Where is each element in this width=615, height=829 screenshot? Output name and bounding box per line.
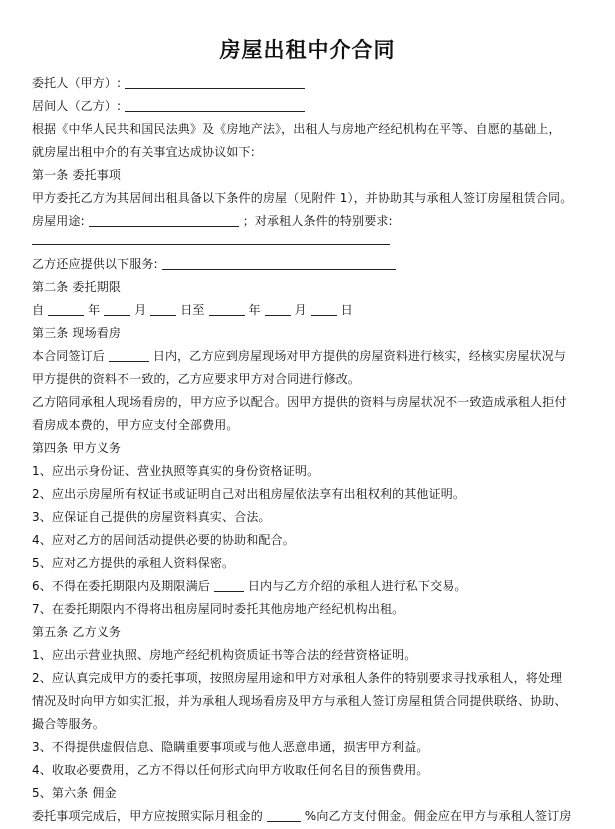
start-day-blank — [150, 303, 176, 316]
usage-blank — [89, 214, 239, 227]
article-1-line-1: 甲方委托乙方为其居间出租具备以下条件的房屋（见附件 1），并协助其与承租人签订房屋租赁合同。 — [32, 191, 573, 205]
services-blank — [162, 257, 396, 270]
days-after-signing-label: 本合同签订后 — [32, 349, 105, 363]
article-5-item-2-line-3: 撮合等服务。 — [32, 717, 105, 731]
usage-label: 房屋用途: — [32, 214, 85, 228]
item-6-text-start: 6、不得在委托期限内及期限满后 — [32, 579, 210, 593]
article-4-item-5: 5、应对乙方提供的承租人资料保密。 — [32, 556, 235, 570]
party-b-line — [32, 98, 592, 114]
commission-percent-blank — [267, 809, 301, 822]
article-5-item-4: 4、收取必要费用，乙方不得以任何形式向甲方收取任何名目的预售费用。 — [32, 763, 429, 777]
usage-line — [32, 213, 592, 229]
article-3-para-2-line-1: 乙方陪同承租人现场看房的，甲方应予以配合。因甲方提供的资料与房屋状况不一致造成承租人拒付 — [32, 395, 567, 409]
article-3-para-2-line-2: 看房成本费的，甲方应支付全部费用。 — [32, 418, 239, 432]
start-year-label: 年 — [88, 303, 101, 317]
article-6-heading: 5、第六条 佣金 — [32, 786, 117, 800]
article-4-item-6 — [32, 578, 592, 594]
article-3-para-1-line-1 — [32, 348, 592, 364]
article-5-item-3: 3、不得提供虚假信息、隐瞒重要事项或与他人恶意串通，损害甲方利益。 — [32, 740, 429, 754]
party-b-blank — [125, 99, 305, 112]
term-from-label: 自 — [32, 303, 45, 317]
party-a-label: 委托人（甲方）: — [32, 76, 122, 90]
party-b-label: 居间人（乙方）: — [32, 99, 122, 113]
site-inspection-text: 日内，乙方应到房屋现场对甲方提供的房屋资料进行核实，经核实房屋状况与 — [152, 349, 566, 363]
party-a-line — [32, 75, 592, 91]
commission-text-start: 委托事项完成后，甲方应按照实际月租金的 — [32, 809, 263, 823]
start-month-label: 月 — [134, 303, 147, 317]
start-month-blank — [104, 303, 130, 316]
document-title: 房屋出租中介合同 — [219, 38, 396, 62]
article-4-item-4: 4、应对乙方的居间活动提供必要的协助和配合。 — [32, 533, 295, 547]
article-4-item-2: 2、应出示房屋所有权证书或证明自己对出租房屋依法享有出租权利的其他证明。 — [32, 487, 466, 501]
services-line — [32, 256, 592, 272]
services-label: 乙方还应提供以下服务: — [32, 257, 158, 271]
end-day-label: 日 — [340, 303, 353, 317]
intro-line-2: 就房屋出租中介的有关事宜达成协议如下: — [32, 145, 255, 159]
article-5-item-1: 1、应出示营业执照、房地产经纪机构资质证书等合法的经营资格证明。 — [32, 648, 417, 662]
article-5-item-2-line-2: 情况及时向甲方如实汇报，并为承租人现场看房及甲方与承租人签订房屋租赁合同提供联络、协助、 — [32, 694, 567, 708]
intro-line-1: 根据《中华人民共和国民法典》及《房地产法》，出租人与房地产经纪机构在平等、自愿的基础上， — [32, 122, 561, 136]
start-year-blank — [48, 303, 84, 316]
item-6-text-end: 日内与乙方介绍的承租人进行私下交易。 — [247, 579, 467, 593]
start-day-to-label: 日至 — [180, 303, 205, 317]
article-4-heading: 第四条 甲方义务 — [32, 441, 122, 455]
article-4-item-1: 1、应出示身份证、营业执照等真实的身份资格证明。 — [32, 464, 320, 478]
end-month-label: 月 — [294, 303, 307, 317]
requirements-blank-line — [32, 244, 390, 245]
article-3-para-1-line-2: 甲方提供的资料不一致的，乙方应要求甲方对合同进行修改。 — [32, 372, 361, 386]
end-month-blank — [265, 303, 291, 316]
article-4-item-3: 3、应保证自己提供的房屋资料真实、合法。 — [32, 510, 271, 524]
term-line — [32, 302, 592, 318]
days-blank — [109, 349, 149, 362]
article-5-item-2-line-1: 2、应认真完成甲方的委托事项，按照房屋用途和甲方对承租人条件的特别要求寻找承租人，将处理 — [32, 671, 563, 685]
party-a-blank — [125, 76, 305, 89]
article-6-para-1 — [32, 808, 592, 824]
tenant-requirements-label: ；对承租人条件的特别要求: — [242, 214, 393, 228]
end-year-label: 年 — [248, 303, 261, 317]
commission-text-end: %向乙方支付佣金。佣金应在甲方与承租人签订房 — [304, 809, 572, 823]
article-3-heading: 第三条 现场看房 — [32, 326, 122, 340]
article-1-heading: 第一条 委托事项 — [32, 168, 122, 182]
article-2-heading: 第二条 委托期限 — [32, 280, 122, 294]
article-4-item-7: 7、在委托期限内不得将出租房屋同时委托其他房地产经纪机构出租。 — [32, 602, 405, 616]
private-deal-days-blank — [214, 579, 244, 592]
end-year-blank — [209, 303, 245, 316]
end-day-blank — [311, 303, 337, 316]
article-5-heading: 第五条 乙方义务 — [32, 625, 122, 639]
